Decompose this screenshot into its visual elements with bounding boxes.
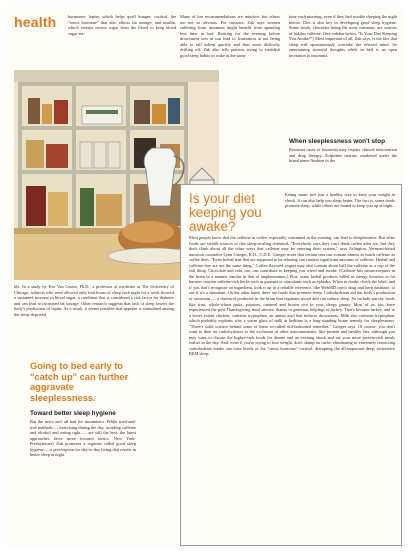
- column-3-subhead: When sleeplessness won't stop: [289, 138, 385, 145]
- column-1-middle-text: ble. In a study by Eve Van Cauter, Ph.D., a professor of medicine at The University of Chicago, subjects who were allowed only four hours of sleep each night for a week showed a sustained increase in blood sugar, a condition that is considered a risk factor for diabetes and can lead to increased fat storage. Other research suggests that lack of sleep lowers the body's production of leptin. As a result, it seems possible that appetite is stimulated among the sleep-deprived.: [14, 284, 174, 317]
- column-2-top-text: Many of her recommendations are intuitive, but others are not so obvious. For instance, Zak says women suffering from insomnia might benefit from spending less time in bed. Retiring for the evening before drowsiness sets in can lead to frustration at not being able to fall asleep quickly and thus more difficulty drifting off. Zak also tells patients trying to establish good sleep habits to wake at the same: [180, 14, 280, 58]
- column-1-bottom-text: But the news isn't all bad for insomniacs. While tried-and-true methods — exercising during the day, avoiding caffeine and alcohol and eating right — are still the best, the latest approaches favor more focused tactics. New York-Presbyterian's Zak promotes a regimen called good sleep hygiene — a prescription for day-to-day living that results in better sleep at night.: [30, 419, 136, 458]
- diet-sidebar: [180, 184, 402, 546]
- section-label: health: [14, 14, 57, 30]
- column-1-subhead: Toward better sleep hygiene: [30, 410, 116, 417]
- column-1-top-text: hormones: leptin, which helps quell hunger; cortisol, the "stress hormone" that also affects fat storage; and insulin, which sweeps excess sugar from the blood to keep blood sugar sta-: [68, 14, 176, 36]
- sidebar-body-text: Most people know that the caffeine in coffee, especially consumed in the evening, can lead to sleeplessness. But other foods are stealth sources of this sleep-stealing chemical. "Everybody says they can't drink coffee after six, but they don't think about all the other ways that caffeine may be entering their system," says Arlington, Vermont-based nutrition counselor Lynn Grieger, R.D., C.D.E. Grieger notes that certain teas can contain almost as much caffeine as coffee does. "Even herbal teas that are supposed to be relaxing can contain significant amounts of caffeine. Herbal and caffeine-free are not the same thing." Coffee-flavored yogurt may also contain about half the caffeine as a cup of the real thing. Chocolate and cola, too, can contribute to keeping you wired and awake. (Caffeine hits neuroreceptors in the brain in a manner similar to that of amphetamines.) Plus, some herbal products billed as energy boosters or fat burners contain caffeine-rich herbs such as guarana or stimulants such as ephedra. When in doubt, check the label, and if you don't recognize an ingredient, look it up in a reliable reference, like WebMD.com's drug and herb database, to see if it's a stimulant. On the other hand, there are foods that promote sleep. Carbohydrates aid the body's production of serotonin — a chemical produced in the brain that regulates mood and can induce sleep. So include starchy foods like fruit, whole-wheat pasta, potatoes, oatmeal and brown rice in your sleepy pantry. Most of us, too, have experienced the post-Thanksgiving meal snooze, thanks to generous helpings of turkey. That's because turkey, and to a lesser extent chicken, contains tryptophan, an amino acid that induces drowsiness. Milk also contains tryptophan, which probably explains why a warm glass of milk at bedtime is a long-standing home remedy for sleeplessness. "There's solid science behind some of these so-called old-fashioned remedies," Grieger says. Of course, you don't want to dine on carbohydrates to the exclusion of other macronutrients, like protein and healthy fats, although you may want to choose the higher-carb foods for dinner and an evening snack and eat your more protein-rich meals earlier in the day. And, even if you're trying to lose weight, don't skimp on carbs: eliminating or extremely restricting carbohydrate intake can raise levels of the "stress hormone" cortisol, disrupting the all-important deep, restorative REM sleep.: [189, 235, 395, 357]
- column-3-top-text: time each morning, even if they had trouble sleeping the night before. Diet is also key in developing good sleep hygiene. Some foods, chocolate being the most common, are sources of hidden caffeine. (See sidebar below, "Is Your Diet Keeping You Awake?") Most important of all, Zak says, is the fact that sleep will spontaneously overtake the relaxed mind. So entertaining stressful thoughts while in bed is an open invitation to insomnia.: [289, 14, 397, 58]
- sidebar-title: Is your diet keeping you awake?: [189, 191, 262, 234]
- sidebar-intro-text: Eating smart isn't just a healthy way to keep your weight in check. It can also help you sleep better. The fact is, some foods promote sleep, while others are bound to keep you up at night.: [285, 192, 395, 209]
- magazine-page: [6, 6, 405, 547]
- column-3-bottom-text: Resistant cases of insomnia may require clinical intervention and drug therapy. Zolpidem tartrate, marketed under the brand name Ambien in the: [289, 147, 397, 164]
- pull-quote: Going to bed early to "catch up" can further aggravate sleeplessness.: [30, 361, 129, 403]
